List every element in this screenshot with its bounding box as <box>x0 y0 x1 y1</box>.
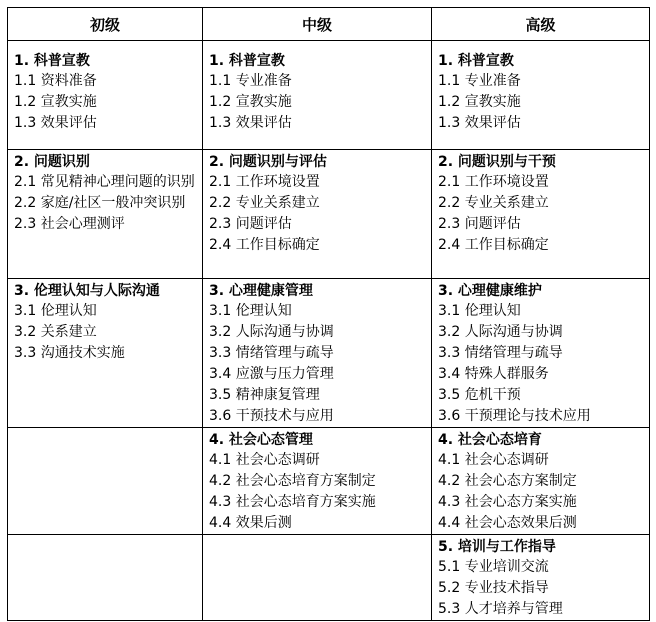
table-row <box>8 150 650 279</box>
header-junior: 初级 <box>8 8 203 41</box>
table-cell <box>8 150 203 279</box>
skill-item: 4.2 社会心态培育方案制定 <box>209 473 376 489</box>
skill-item: 4.3 社会心态方案实施 <box>438 494 577 510</box>
table-cell <box>203 428 432 535</box>
cell-content <box>432 279 649 427</box>
skill-item: 2.3 社会心理测评 <box>14 216 125 232</box>
category-title: 3. 伦理认知与人际沟通 <box>14 283 160 299</box>
skill-item: 3.1 伦理认知 <box>438 303 521 319</box>
spacer <box>438 43 643 51</box>
skill-item: 1.3 效果评估 <box>209 115 292 131</box>
skill-item: 2.2 专业关系建立 <box>438 195 549 211</box>
skill-item: 2.1 工作环境设置 <box>209 174 320 190</box>
skill-item: 3.1 伦理认知 <box>14 303 97 319</box>
skill-item: 4.4 社会心态效果后测 <box>438 515 577 531</box>
skill-item: 3.1 伦理认知 <box>209 303 292 319</box>
cell-content <box>8 150 202 235</box>
skill-item: 3.6 干预理论与技术应用 <box>438 408 591 424</box>
skill-item: 4.1 社会心态调研 <box>438 452 549 468</box>
spacer <box>14 43 196 51</box>
skill-item: 1.2 宣教实施 <box>438 94 521 110</box>
skill-item: 1.1 专业准备 <box>209 73 292 89</box>
skill-item: 3.2 人际沟通与协调 <box>209 324 334 340</box>
skills-table <box>7 7 650 621</box>
header-senior: 高级 <box>432 8 650 41</box>
table-row <box>8 428 650 535</box>
skill-item: 2.1 工作环境设置 <box>438 174 549 190</box>
table-cell <box>203 279 432 428</box>
skill-item: 3.3 沟通技术实施 <box>14 345 125 361</box>
skill-item: 1.1 专业准备 <box>438 73 521 89</box>
skill-item: 3.6 干预技术与应用 <box>209 408 334 424</box>
skill-item: 1.1 资料准备 <box>14 73 97 89</box>
table-cell <box>432 428 650 535</box>
skill-item: 2.4 工作目标确定 <box>438 237 549 253</box>
cell-content <box>8 279 202 364</box>
category-title: 2. 问题识别 <box>14 154 90 170</box>
skill-item: 4.1 社会心态调研 <box>209 452 320 468</box>
skill-item: 3.3 情绪管理与疏导 <box>209 345 334 361</box>
category-title: 2. 问题识别与干预 <box>438 154 556 170</box>
skill-item: 4.2 社会心态方案制定 <box>438 473 577 489</box>
table-row <box>8 279 650 428</box>
skill-item: 3.4 应激与压力管理 <box>209 366 334 382</box>
cell-content <box>203 41 431 134</box>
spacer <box>209 43 425 51</box>
skill-item: 3.5 危机干预 <box>438 387 521 403</box>
table-row <box>8 41 650 150</box>
skill-item: 4.3 社会心态培育方案实施 <box>209 494 376 510</box>
table-cell <box>8 279 203 428</box>
category-title: 3. 心理健康管理 <box>209 283 313 299</box>
skill-item: 2.1 常见精神心理问题的识别 <box>14 174 195 190</box>
skill-item: 1.2 宣教实施 <box>209 94 292 110</box>
table-cell <box>8 41 203 150</box>
category-title: 3. 心理健康维护 <box>438 283 542 299</box>
table-cell <box>203 150 432 279</box>
cell-content <box>432 535 649 620</box>
table-cell <box>432 150 650 279</box>
header-intermediate: 中级 <box>203 8 432 41</box>
skill-item: 3.2 人际沟通与协调 <box>438 324 563 340</box>
category-title: 1. 科普宣教 <box>14 53 90 69</box>
skill-item: 5.1 专业培训交流 <box>438 559 549 575</box>
skill-item: 1.3 效果评估 <box>438 115 521 131</box>
table-cell <box>432 41 650 150</box>
skill-item: 4.4 效果后测 <box>209 515 292 531</box>
cell-content <box>8 41 202 134</box>
table-cell <box>8 535 203 621</box>
table-cell <box>8 428 203 535</box>
header-row <box>8 8 650 41</box>
table-cell <box>432 535 650 621</box>
skill-item: 2.3 问题评估 <box>438 216 521 232</box>
skill-item: 2.2 专业关系建立 <box>209 195 320 211</box>
table-cell <box>203 41 432 150</box>
category-title: 1. 科普宣教 <box>209 53 285 69</box>
cell-content <box>203 279 431 427</box>
skill-item: 1.2 宣教实施 <box>14 94 97 110</box>
table-cell <box>203 535 432 621</box>
category-title: 4. 社会心态管理 <box>209 432 313 448</box>
cell-content <box>432 428 649 534</box>
skill-item: 5.3 人才培养与管理 <box>438 601 563 617</box>
table-cell <box>432 279 650 428</box>
skill-item: 3.5 精神康复管理 <box>209 387 320 403</box>
skill-item: 3.2 关系建立 <box>14 324 97 340</box>
skill-item: 5.2 专业技术指导 <box>438 580 549 596</box>
cell-content <box>432 150 649 256</box>
skill-item: 2.4 工作目标确定 <box>209 237 320 253</box>
skill-item: 3.3 情绪管理与疏导 <box>438 345 563 361</box>
cell-content <box>432 41 649 134</box>
category-title: 1. 科普宣教 <box>438 53 514 69</box>
category-title: 2. 问题识别与评估 <box>209 154 327 170</box>
skill-item: 3.4 特殊人群服务 <box>438 366 549 382</box>
skill-item: 2.2 家庭/社区一般冲突识别 <box>14 195 186 211</box>
skill-item: 2.3 问题评估 <box>209 216 292 232</box>
cell-content <box>203 150 431 256</box>
category-title: 5. 培训与工作指导 <box>438 539 556 555</box>
category-title: 4. 社会心态培育 <box>438 432 542 448</box>
skill-item: 1.3 效果评估 <box>14 115 97 131</box>
table-row <box>8 535 650 621</box>
cell-content <box>203 428 431 534</box>
